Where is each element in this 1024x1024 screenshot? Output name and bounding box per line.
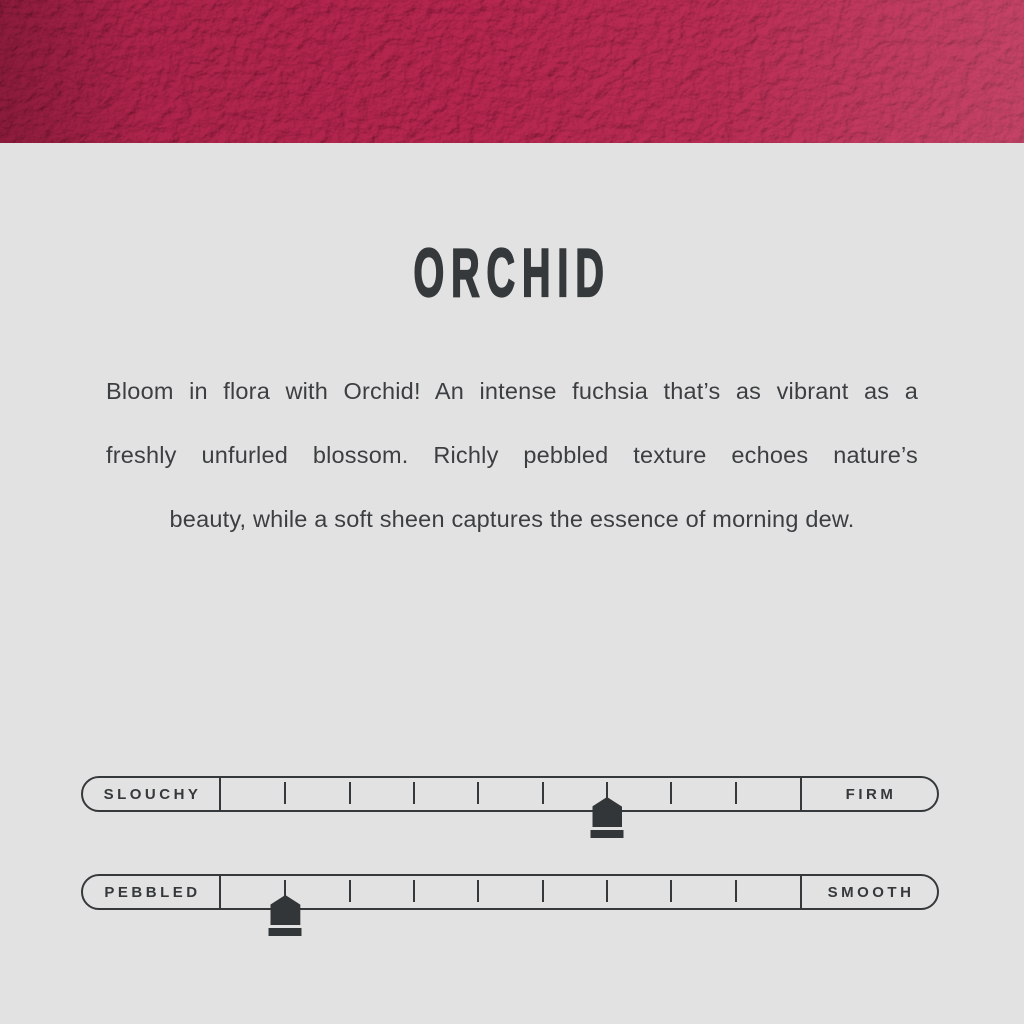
description-line-3: beauty, while a soft sheen captures the essence of morning dew. <box>169 506 855 532</box>
description-line-1: Bloom in flora with Orchid! An intense fuchsia that’s as vibrant as a <box>106 378 918 404</box>
pebbled-smooth-scale <box>81 874 939 910</box>
scale-tick <box>284 782 286 804</box>
leather-texture-image <box>0 0 1024 143</box>
page-title <box>0 235 1024 311</box>
page-title-text: ORCHID <box>413 235 611 311</box>
scale-tick <box>670 782 672 804</box>
scale-tick <box>477 782 479 804</box>
marker-base-icon <box>591 830 624 838</box>
scale-tick <box>349 782 351 804</box>
scale-tick <box>606 880 608 902</box>
product-description <box>106 359 918 551</box>
scale-tick <box>542 782 544 804</box>
marker-pin-icon <box>592 797 622 827</box>
scale-marker <box>269 895 302 936</box>
scale-tick <box>542 880 544 902</box>
marker-base-icon <box>269 928 302 936</box>
scale-right-label: SMOOTH <box>827 883 915 901</box>
scale-tick <box>413 880 415 902</box>
scale-track <box>219 778 802 810</box>
slouchy-firm-scale <box>81 776 939 812</box>
scale-left-label: PEBBLED <box>104 883 201 901</box>
marker-pin-icon <box>270 895 300 925</box>
scale-tick <box>735 880 737 902</box>
scale-tick <box>413 782 415 804</box>
scale-tick <box>735 782 737 804</box>
scale-track <box>219 876 802 908</box>
scale-marker <box>591 797 624 838</box>
leather-texture-render <box>0 0 1024 143</box>
scale-tick <box>477 880 479 902</box>
scale-left-label: SLOUCHY <box>103 785 202 803</box>
scale-tick <box>670 880 672 902</box>
description-line-2: freshly unfurled blossom. Richly pebbled texture echoes nature’s <box>106 442 918 468</box>
attribute-scales <box>0 776 1024 910</box>
scale-right-label: FIRM <box>845 785 897 803</box>
scale-tick <box>349 880 351 902</box>
